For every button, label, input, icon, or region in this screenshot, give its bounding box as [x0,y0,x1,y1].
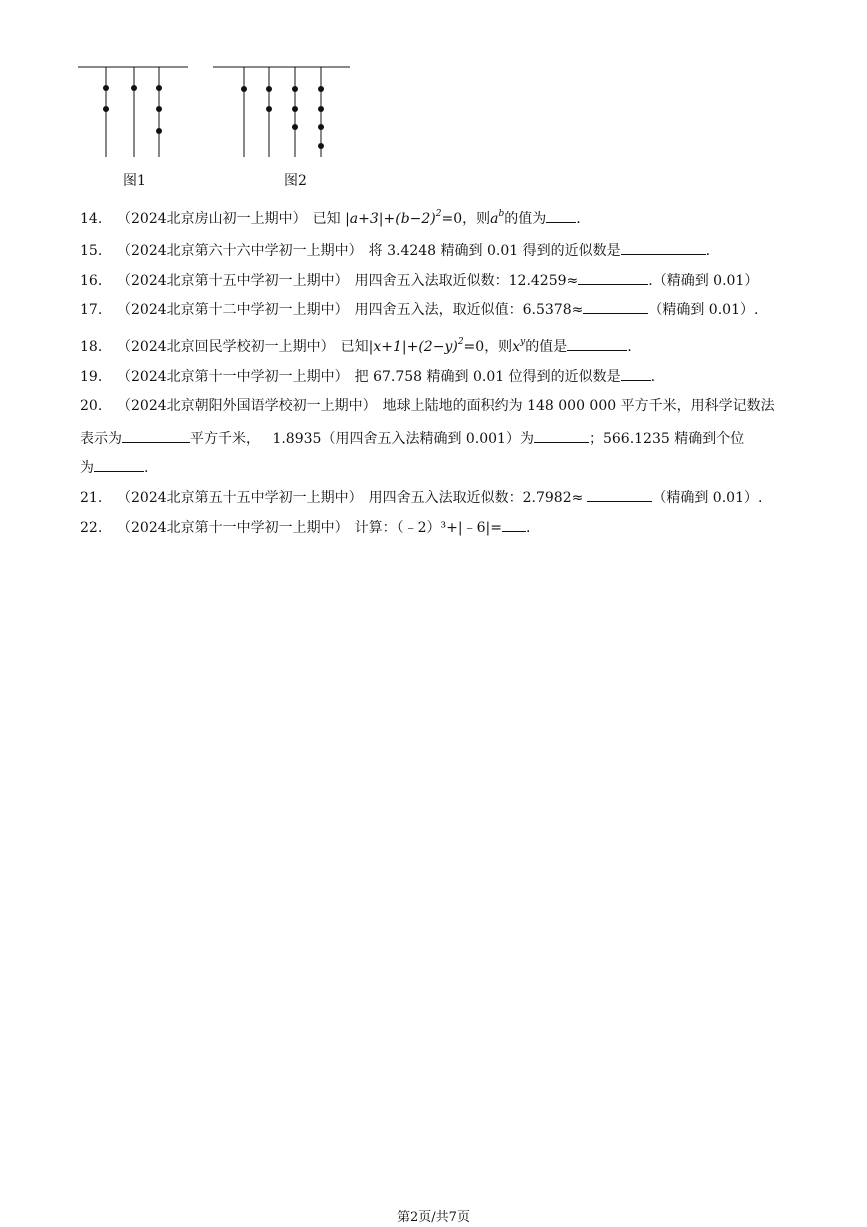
question-source: （2024北京第五十五中学初一上期中） [117,490,363,506]
math-expression: |a+3|+(b−2) [345,211,436,227]
question-text: 平方千米， [190,431,260,447]
question-text: ；566.1235 精确到个位 [588,431,745,447]
question-source: （2024北京第十一中学初一上期中） [117,369,349,385]
question-source: （2024北京第十五中学初一上期中） [117,273,349,289]
page-footer: 第2页/共7页 [397,1210,470,1225]
question-source: （2024北京回民学校初一上期中） [117,339,335,355]
question-end: . [705,243,711,259]
question-end: .（精确到 0.01） [648,273,759,289]
question-end: . [650,369,656,385]
question-end: . [576,211,581,227]
math-exponent: 2 [457,337,464,347]
question-number: 16. [80,273,103,289]
question-text: 用四舍五入法，取近似值：6.5378≈ [354,302,584,318]
question-text: 已知 [340,339,369,355]
question-16 [80,270,807,291]
math-expression: |x+1|+(2−y) [368,339,458,355]
answer-blank[interactable] [534,428,589,443]
answer-blank[interactable] [567,336,627,351]
answer-blank[interactable] [502,517,526,532]
question-15 [80,240,807,261]
question-number: 17. [80,302,103,318]
math-base: a [490,211,499,227]
question-end: （精确到 0.01）. [648,302,759,318]
question-end: . [627,339,632,355]
question-number: 18. [80,339,103,355]
math-exponent: 2 [435,209,442,219]
question-source: （2024北京第十一中学初一上期中） [117,520,349,536]
answer-blank[interactable] [587,487,652,502]
answer-blank[interactable] [621,366,651,381]
question-20-line-3 [80,457,148,478]
figure-2 [213,55,353,160]
math-power: y [520,337,526,347]
question-18 [80,332,807,357]
question-22 [80,517,807,538]
question-text: 用四舍五入法取近似数：2.7982≈ [368,490,584,506]
math-equals: =0 [441,211,463,227]
answer-blank[interactable] [546,208,576,223]
question-text: 的值为 [504,211,547,227]
question-text: 将 3.4248 精确到 0.01 得到的近似数是 [368,243,621,259]
question-source: （2024北京房山初一上期中） [117,211,307,227]
math-equals: =0 [463,339,485,355]
question-number: 14. [80,211,103,227]
question-text: 表示为 [80,431,122,447]
question-number: 15. [80,243,103,259]
question-text: 为 [80,460,94,476]
question-text: 的值是 [525,339,568,355]
question-17 [80,299,807,320]
question-20-line-2 [80,428,744,449]
question-text: 计算：（﹣2）³+|﹣6|= [354,520,502,536]
question-number: 19. [80,369,103,385]
question-end: . [525,520,531,536]
question-text: 地球上陆地的面积约为 148 000 000 平方千米，用科学记数法 [382,398,775,414]
question-19 [80,366,807,387]
question-end: （精确到 0.01）. [652,490,763,506]
question-text: 1.8935（用四舍五入法精确到 0.001）为 [272,431,534,447]
answer-blank[interactable] [583,299,648,314]
question-number: 21. [80,490,103,506]
question-14 [80,204,807,229]
question-20 [80,396,807,416]
question-text: ，则 [484,339,513,355]
question-text: 已知 [312,211,341,227]
answer-blank[interactable] [122,428,190,443]
answer-blank[interactable] [578,270,648,285]
figure-1-caption: 图1 [123,173,146,189]
question-source: （2024北京第六十六中学初一上期中） [117,243,363,259]
question-number: 22. [80,520,103,536]
answer-blank[interactable] [621,240,706,255]
answer-blank[interactable] [94,457,144,472]
question-end: . [144,460,149,476]
figure-2-caption: 图2 [284,173,307,189]
question-source: （2024北京朝阳外国语学校初一上期中） [117,398,377,414]
question-text: ，则 [462,211,491,227]
question-number: 20. [80,398,103,414]
question-text: 把 67.758 精确到 0.01 位得到的近似数是 [354,369,621,385]
math-base: x [512,339,521,355]
figure-1 [78,55,190,160]
question-source: （2024北京第十二中学初一上期中） [117,302,349,318]
math-power: b [498,209,505,219]
question-21 [80,487,807,508]
question-text: 用四舍五入法取近似数：12.4259≈ [354,273,579,289]
